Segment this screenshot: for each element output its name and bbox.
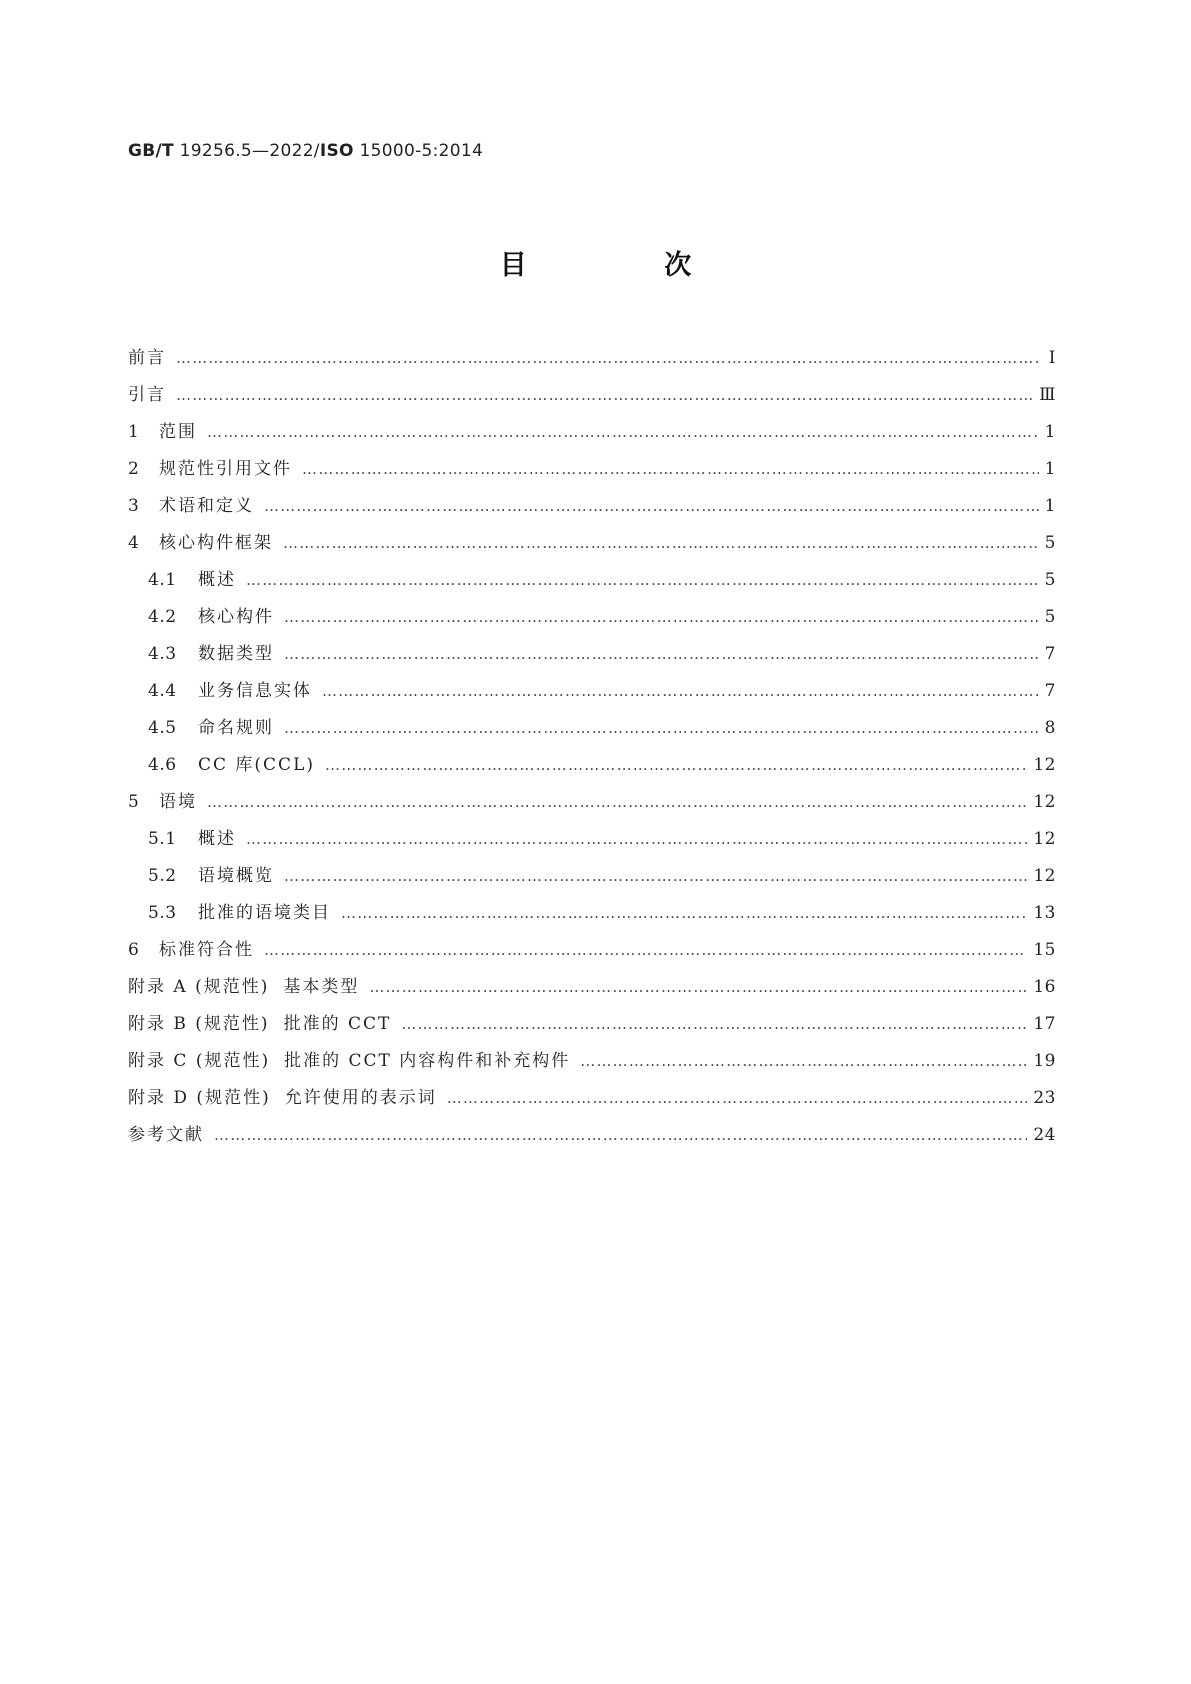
toc-entry-label: 附录 D (规范性)	[128, 1088, 271, 1108]
toc-entry-number: 4.5	[148, 718, 177, 738]
toc-entry-label: 业务信息实体	[198, 681, 312, 701]
toc-entry-number: 4.1	[148, 570, 177, 590]
toc-entry-label: 附录 B (规范性)	[128, 1014, 270, 1034]
toc-leader-dots	[325, 747, 1027, 784]
toc-page-number: 8	[1044, 718, 1056, 738]
table-of-contents	[128, 340, 1056, 1154]
toc-page-number: 1	[1044, 459, 1056, 479]
toc-entry[interactable]	[128, 636, 1056, 673]
toc-entry[interactable]	[128, 1006, 1056, 1043]
toc-entry[interactable]	[128, 377, 1056, 414]
toc-leader-dots	[284, 636, 1039, 673]
toc-entry-number: 2	[128, 459, 140, 479]
toc-entry[interactable]	[128, 747, 1056, 784]
toc-leader-dots	[246, 821, 1027, 858]
toc-entry-annex-title: 基本类型	[283, 977, 360, 997]
toc-entry[interactable]	[128, 784, 1056, 821]
toc-entry-label: 规范性引用文件	[159, 459, 292, 479]
toc-entry[interactable]	[128, 599, 1056, 636]
toc-leader-dots	[283, 525, 1039, 562]
toc-page-number: 12	[1033, 755, 1056, 775]
toc-entry-number: 4.6	[148, 755, 177, 775]
toc-entry-number: 6	[128, 940, 140, 960]
toc-entry-number: 3	[128, 496, 140, 516]
toc-leader-dots	[322, 673, 1039, 710]
toc-entry-label: 核心构件框架	[159, 533, 273, 553]
toc-leader-dots	[447, 1080, 1028, 1117]
code-number: 19256.5—2022/	[179, 141, 320, 161]
toc-entry-number: 4.2	[148, 607, 177, 627]
toc-entry-label: 附录 A (规范性)	[128, 977, 270, 997]
toc-entry-label: 数据类型	[198, 644, 274, 664]
toc-page-number: 7	[1044, 681, 1056, 701]
toc-entry-annex-title: 批准的 CCT	[283, 1014, 392, 1034]
toc-leader-dots	[264, 932, 1027, 969]
toc-entry[interactable]	[128, 1080, 1056, 1117]
toc-page-number: 12	[1033, 866, 1056, 886]
toc-entry-number: 5.3	[148, 903, 177, 923]
toc-page-number: 12	[1033, 792, 1056, 812]
toc-entry-number: 5.2	[148, 866, 177, 886]
toc-entry[interactable]	[128, 525, 1056, 562]
toc-page-number: 17	[1033, 1014, 1056, 1034]
code-prefix: GB/T	[128, 141, 174, 161]
toc-entry[interactable]	[128, 340, 1056, 377]
toc-entry[interactable]	[128, 932, 1056, 969]
toc-entry[interactable]	[128, 858, 1056, 895]
toc-leader-dots	[302, 451, 1039, 488]
toc-entry-label: 命名规则	[198, 718, 274, 738]
toc-entry[interactable]	[128, 488, 1056, 525]
toc-entry-label: 概述	[198, 570, 236, 590]
toc-entry[interactable]	[128, 821, 1056, 858]
toc-page-number: 5	[1044, 533, 1056, 553]
toc-page-number: 15	[1033, 940, 1056, 960]
toc-page-number: 16	[1033, 977, 1056, 997]
toc-leader-dots	[264, 488, 1039, 525]
toc-leader-dots	[401, 1006, 1027, 1043]
toc-entry-label: CC 库(CCL)	[198, 755, 315, 775]
toc-entry-number: 4.4	[148, 681, 177, 701]
toc-page-number: 23	[1033, 1088, 1056, 1108]
toc-page-number: 12	[1033, 829, 1056, 849]
toc-page-number: 5	[1044, 607, 1056, 627]
toc-leader-dots	[176, 377, 1033, 414]
toc-leader-dots	[176, 340, 1040, 377]
toc-entry[interactable]	[128, 451, 1056, 488]
toc-page-number: 19	[1033, 1051, 1056, 1071]
iso-prefix: ISO	[319, 141, 354, 161]
toc-entry-number: 4.3	[148, 644, 177, 664]
toc-leader-dots	[207, 784, 1027, 821]
toc-entry[interactable]	[128, 414, 1056, 451]
toc-leader-dots	[284, 710, 1039, 747]
toc-entry-label: 语境	[159, 792, 197, 812]
toc-entry[interactable]	[128, 562, 1056, 599]
toc-leader-dots	[284, 599, 1039, 636]
toc-page-number: 1	[1044, 422, 1056, 442]
toc-entry-label: 术语和定义	[159, 496, 254, 516]
toc-entry-number: 5	[128, 792, 140, 812]
toc-entry-label: 语境概览	[198, 866, 274, 886]
toc-page-number: 1	[1044, 496, 1056, 516]
toc-leader-dots	[214, 1117, 1027, 1154]
toc-leader-dots	[580, 1043, 1027, 1080]
toc-entry[interactable]	[128, 1117, 1056, 1154]
toc-entry-label: 附录 C (规范性)	[128, 1051, 271, 1071]
toc-entry-label: 核心构件	[198, 607, 274, 627]
iso-number: 15000-5:2014	[359, 141, 484, 161]
toc-entry-number: 1	[128, 422, 140, 442]
toc-leader-dots	[246, 562, 1039, 599]
toc-leader-dots	[207, 414, 1039, 451]
toc-entry[interactable]	[128, 710, 1056, 747]
toc-entry-label: 引言	[128, 385, 166, 405]
toc-entry-label: 参考文献	[128, 1125, 204, 1145]
toc-entry-label: 批准的语境类目	[198, 903, 331, 923]
toc-page-number: 13	[1033, 903, 1056, 923]
toc-page-number: 7	[1044, 644, 1056, 664]
toc-page-number: 5	[1044, 570, 1056, 590]
toc-entry[interactable]	[128, 673, 1056, 710]
toc-entry-label: 标准符合性	[159, 940, 254, 960]
toc-entry[interactable]	[128, 1043, 1056, 1080]
toc-entry-number: 5.1	[148, 829, 177, 849]
toc-page-number: 24	[1033, 1125, 1056, 1145]
toc-entry-label: 概述	[198, 829, 236, 849]
toc-entry-annex-title: 允许使用的表示词	[284, 1088, 437, 1108]
toc-page-number: Ⅲ	[1039, 385, 1056, 405]
document-code	[128, 141, 483, 161]
toc-entry-annex-title: 批准的 CCT 内容构件和补充构件	[284, 1051, 571, 1071]
toc-entry-label: 前言	[128, 348, 166, 368]
toc-entry[interactable]	[128, 895, 1056, 932]
toc-entry-number: 4	[128, 533, 140, 553]
toc-leader-dots	[369, 969, 1027, 1006]
toc-entry[interactable]	[128, 969, 1056, 1006]
toc-page-number: Ⅰ	[1048, 348, 1056, 368]
toc-title: 目 次	[499, 250, 756, 281]
toc-entry-label: 范围	[159, 422, 197, 442]
toc-leader-dots	[284, 858, 1027, 895]
toc-leader-dots	[341, 895, 1027, 932]
